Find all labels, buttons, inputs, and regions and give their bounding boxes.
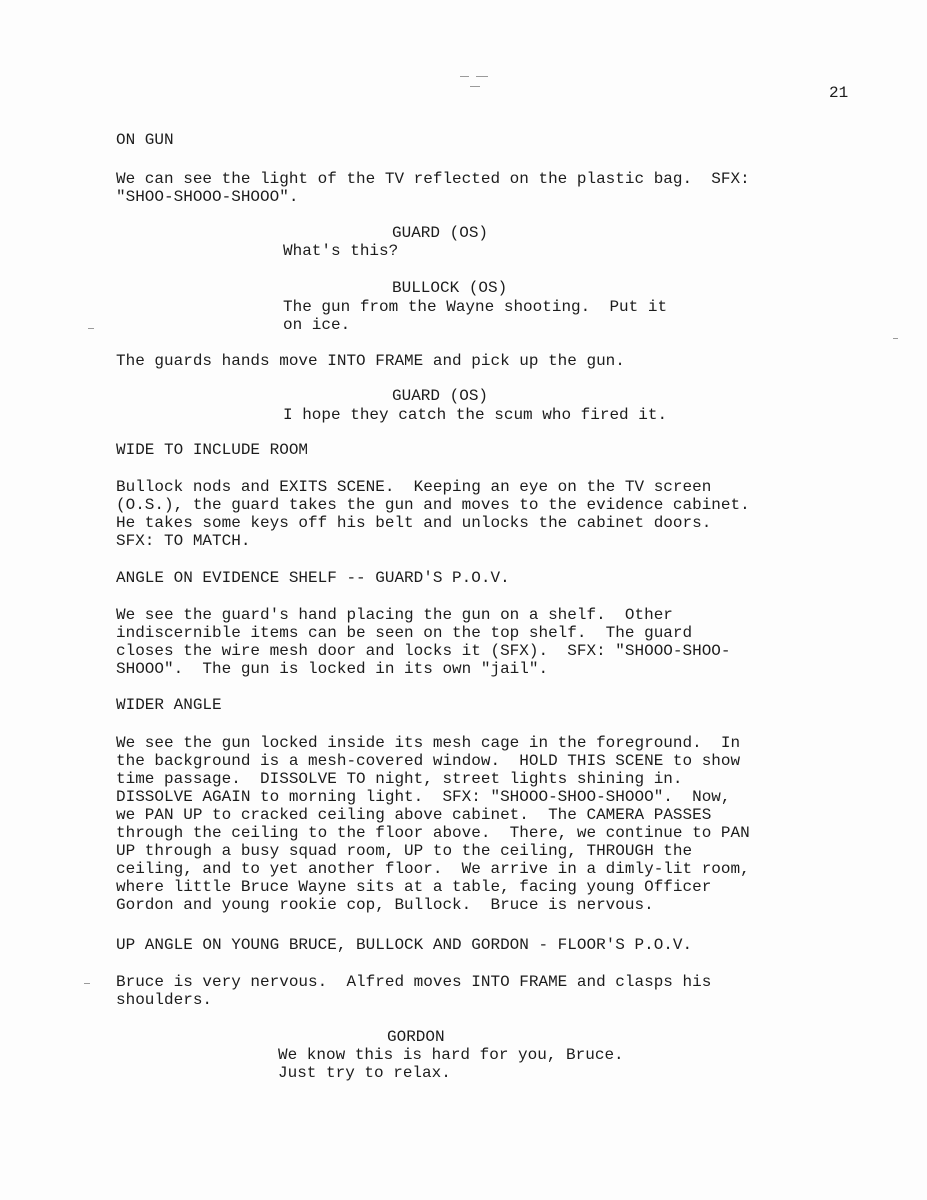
scan-speck (470, 86, 480, 87)
action-bullock-exits (116, 478, 750, 550)
action-line: the background is a mesh-covered window. HOLD THIS SCENE to show (116, 752, 741, 770)
scene-heading-up-angle: UP ANGLE ON YOUNG BRUCE, BULLOCK AND GORDON - FLOOR'S P.O.V. (116, 936, 693, 954)
action-line: closes the wire mesh door and locks it (SFX). SFX: "SHOOO-SHOO- (116, 642, 731, 660)
action-placing-gun (116, 606, 731, 678)
scan-speck (893, 338, 898, 339)
action-line: We can see the light of the TV reflected on the plastic bag. SFX: (116, 170, 750, 188)
dialogue-guard-scum (283, 406, 667, 424)
dialogue-line: on ice. (283, 316, 351, 334)
action-line: "SHOO-SHOOO-SHOOO". (116, 188, 299, 206)
action-line: We see the guard's hand placing the gun on a shelf. Other (116, 606, 673, 624)
scan-speck (460, 76, 469, 77)
scan-speck (88, 328, 94, 329)
character-guard: GUARD (OS) (392, 387, 489, 405)
action-line: DISSOLVE AGAIN to morning light. SFX: "SHOOO-SHOO-SHOOO". Now, (116, 788, 731, 806)
action-line: ceiling, and to yet another floor. We arrive in a dimly-lit room, (116, 860, 750, 878)
scene-heading-wide-room: WIDE TO INCLUDE ROOM (116, 441, 309, 459)
action-line: indiscernible items can be seen on the top shelf. The guard (116, 624, 693, 642)
action-mesh-cage (116, 734, 750, 914)
dialogue-line: I hope they catch the scum who fired it. (283, 406, 668, 424)
dialogue-bullock-gun (283, 298, 667, 334)
character-bullock: BULLOCK (OS) (392, 279, 508, 297)
action-line: UP through a busy squad room, UP to the ceiling, THROUGH the (116, 842, 693, 860)
action-line: we PAN UP to cracked ceiling above cabinet. The CAMERA PASSES (116, 806, 712, 824)
scene-heading-wider-angle: WIDER ANGLE (116, 696, 222, 714)
action-line: SFX: TO MATCH. (116, 532, 251, 550)
action-line: through the ceiling to the floor above. There, we continue to PAN (116, 824, 750, 842)
dialogue-line: The gun from the Wayne shooting. Put it (283, 298, 668, 316)
scan-speck (84, 983, 90, 984)
character-gordon: GORDON (387, 1028, 445, 1046)
action-guards-hands (116, 352, 625, 370)
action-line: Bruce is very nervous. Alfred moves INTO FRAME and clasps his (116, 973, 712, 991)
dialogue-gordon-relax (278, 1046, 624, 1082)
scan-speck (476, 76, 488, 77)
dialogue-line: We know this is hard for you, Bruce. (278, 1046, 624, 1064)
action-line: (O.S.), the guard takes the gun and moves to the evidence cabinet. (116, 496, 750, 514)
character-guard: GUARD (OS) (392, 224, 489, 242)
action-line: shoulders. (116, 991, 213, 1009)
action-line: Bullock nods and EXITS SCENE. Keeping an eye on the TV screen (116, 478, 712, 496)
action-line: We see the gun locked inside its mesh cage in the foreground. In (116, 734, 741, 752)
action-line: He takes some keys off his belt and unlocks the cabinet doors. (116, 514, 712, 532)
action-line: Gordon and young rookie cop, Bullock. Bruce is nervous. (116, 896, 654, 914)
action-line: time passage. DISSOLVE TO night, street lights shining in. (116, 770, 683, 788)
page-number: 21 (829, 84, 849, 102)
dialogue-line: What's this? (283, 242, 399, 260)
action-line: The guards hands move INTO FRAME and pick up the gun. (116, 352, 625, 370)
scene-heading-on-gun: ON GUN (116, 131, 174, 149)
action-line: where little Bruce Wayne sits at a table, facing young Officer (116, 878, 712, 896)
action-tv-light (116, 170, 750, 206)
action-bruce-nervous (116, 973, 711, 1009)
dialogue-line: Just try to relax. (278, 1064, 451, 1082)
dialogue-guard-whats-this (283, 242, 398, 260)
scene-heading-evidence-shelf: ANGLE ON EVIDENCE SHELF -- GUARD'S P.O.V. (116, 569, 510, 587)
action-line: SHOOO". The gun is locked in its own "jail". (116, 660, 549, 678)
